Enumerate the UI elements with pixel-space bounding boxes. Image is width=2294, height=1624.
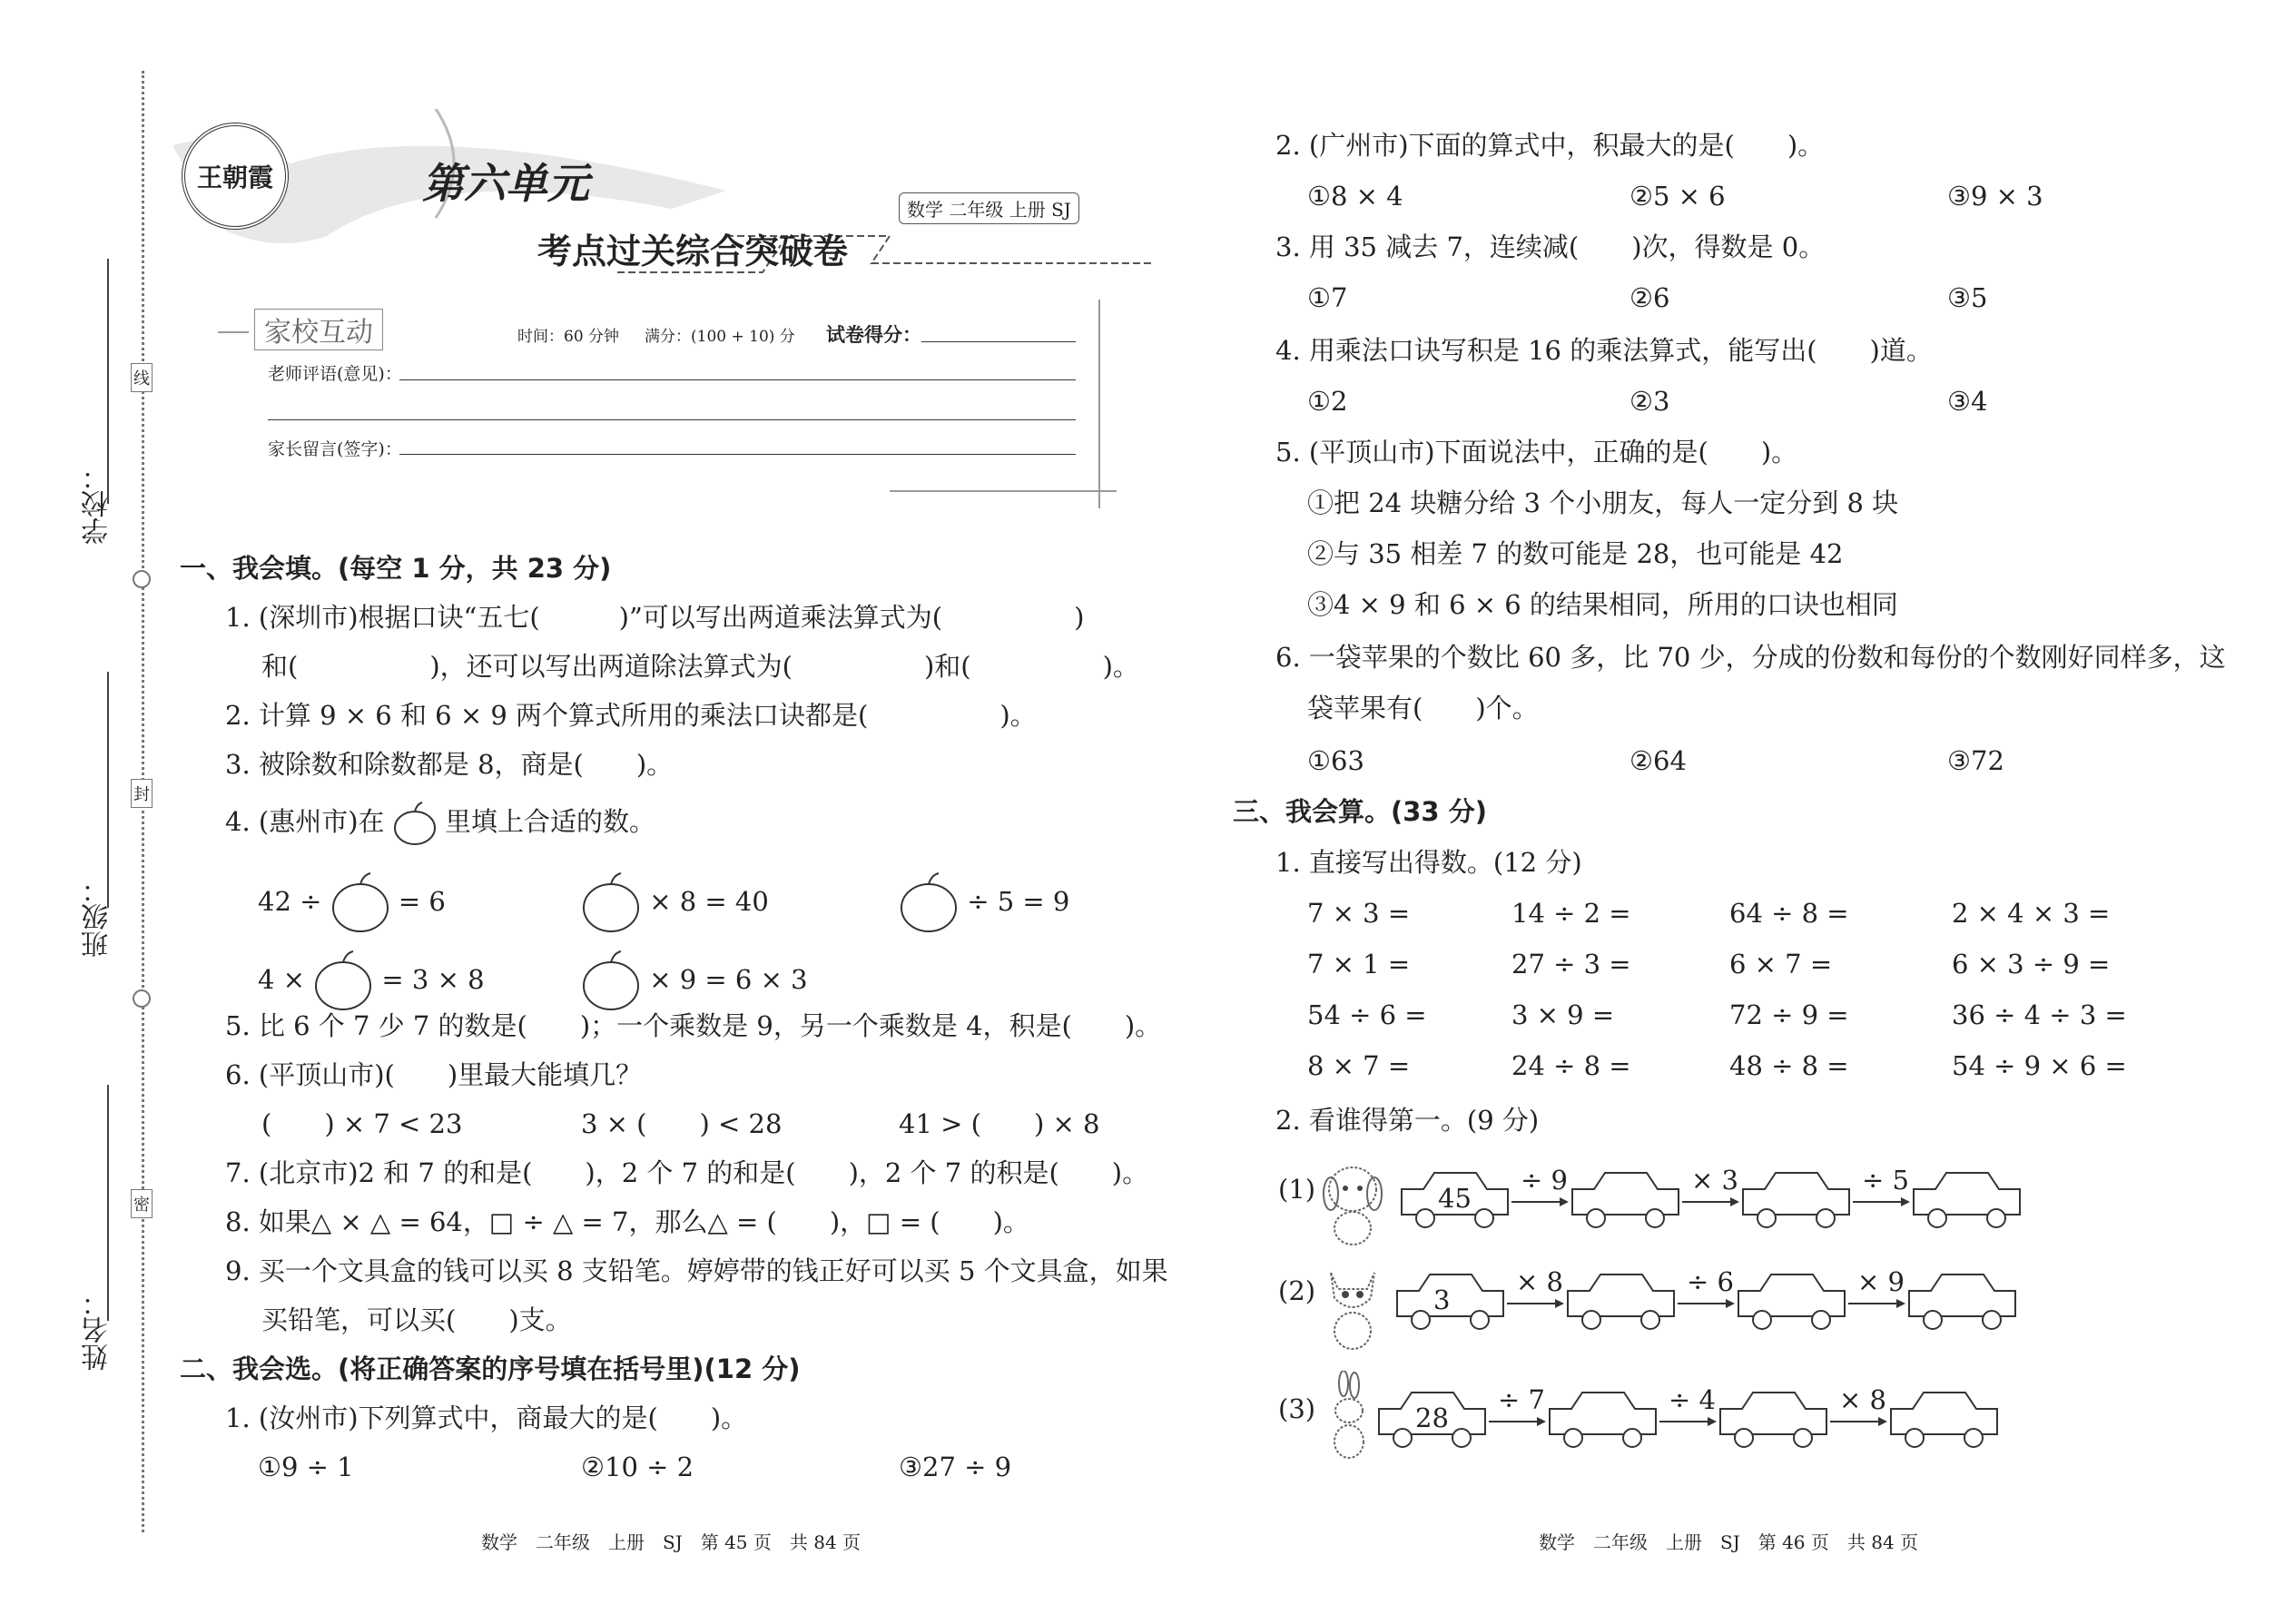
margin-ring-icon bbox=[133, 989, 151, 1008]
s1-question-2: 2. 计算 9 × 6 和 6 × 9 两个算式所用的乘法口诀都是( )。 bbox=[225, 700, 1037, 731]
class-label: 班级： bbox=[82, 876, 113, 958]
s1-question-4 bbox=[225, 801, 655, 846]
s2-q3-option-1[interactable]: ①7 bbox=[1307, 282, 1348, 313]
logo-text: 王朝霞 bbox=[196, 162, 273, 192]
answer-car[interactable] bbox=[1717, 1389, 1830, 1451]
s1-question-9a: 9. 买一个文具盒的钱可以买 8 支铅笔。婷婷带的钱正好可以买 5 个文具盒，如果 bbox=[225, 1255, 1168, 1286]
q4-eq4-left: 4 × bbox=[258, 964, 305, 995]
section1-title: 一、我会填。(每空 1 分，共 23 分) bbox=[180, 553, 612, 584]
header-frame-line bbox=[890, 490, 1117, 492]
puppy-icon bbox=[1316, 1157, 1389, 1248]
seal-mark-mi: 密 bbox=[131, 1189, 153, 1218]
q4-row2 bbox=[258, 950, 485, 1013]
s1-question-1b: 和( )，还可以写出两道除法算式为( )和( )。 bbox=[261, 651, 1139, 682]
q4-text-b: 里填上合适的数。 bbox=[444, 806, 655, 837]
s2-q3-option-2[interactable]: ②6 bbox=[1629, 282, 1670, 313]
q4-eq2: × 8 = 40 bbox=[649, 886, 769, 917]
answer-car[interactable] bbox=[1569, 1169, 1682, 1231]
s2-question-6b: 袋苹果有( )个。 bbox=[1307, 693, 1539, 723]
s1-question-3: 3. 被除数和除数都是 8，商是( )。 bbox=[225, 749, 674, 780]
arrow-icon bbox=[1678, 1298, 1735, 1309]
s2-question-2: 2. (广州市)下面的算式中，积最大的是( )。 bbox=[1275, 130, 1825, 161]
q4-text-a: 4. (惠州市)在 bbox=[225, 806, 385, 837]
s1-question-5: 5. 比 6 个 7 少 7 的数是( )；一个乘数是 9，另一个乘数是 4，积是( )。 bbox=[225, 1010, 1162, 1041]
calc-item[interactable]: 64 ÷ 8 = bbox=[1729, 898, 1849, 929]
s1-question-7: 7. (北京市)2 和 7 的和是( )，2 个 7 的和是( )，2 个 7 的积是( )。 bbox=[225, 1157, 1149, 1188]
calc-item[interactable]: 54 ÷ 9 × 6 = bbox=[1952, 1050, 2127, 1081]
s2-q6-option-1[interactable]: ①63 bbox=[1307, 745, 1364, 776]
operation-label: × 8 bbox=[1516, 1266, 1563, 1297]
parent-comment-label: 家长留言(签字)： bbox=[268, 439, 402, 459]
page-footer-left: 数学 二年级 上册 SJ 第 45 页 共 84 页 bbox=[481, 1531, 861, 1553]
s1-question-1a: 1. (深圳市)根据口诀“五七( )”可以写出两道乘法算式为( ) bbox=[225, 602, 1085, 633]
calc-item[interactable]: 24 ÷ 8 = bbox=[1511, 1050, 1631, 1081]
s2-q1-option-3[interactable]: ③27 ÷ 9 bbox=[899, 1452, 1012, 1482]
margin-ring-icon bbox=[133, 570, 151, 588]
s2-q4-option-3[interactable]: ③4 bbox=[1947, 386, 1988, 417]
apple-answer-box[interactable] bbox=[899, 871, 959, 935]
q4-row2-b bbox=[581, 950, 808, 1013]
arrow-icon bbox=[1848, 1298, 1905, 1309]
name-label: 姓名： bbox=[82, 1289, 113, 1371]
arrow-icon bbox=[1682, 1196, 1739, 1207]
s3-question-2: 2. 看谁得第一。(9 分) bbox=[1275, 1105, 1540, 1136]
calc-item[interactable]: 27 ÷ 3 = bbox=[1511, 949, 1631, 979]
teacher-comment-label: 老师评语(意见)： bbox=[268, 364, 402, 384]
start-number: 45 bbox=[1438, 1183, 1472, 1214]
header-frame-line bbox=[218, 331, 249, 333]
start-car bbox=[1393, 1271, 1507, 1333]
operation-label: × 3 bbox=[1691, 1165, 1738, 1196]
answer-car[interactable] bbox=[1887, 1389, 2001, 1451]
s1-question-8: 8. 如果△ × △ = 64，□ ÷ △ = 7，那么△ = ( )，□ = ( )。 bbox=[225, 1206, 1029, 1237]
apple-answer-box[interactable] bbox=[330, 871, 390, 935]
train-label: (1) bbox=[1278, 1174, 1316, 1205]
train-label: (2) bbox=[1278, 1275, 1316, 1306]
answer-car[interactable] bbox=[1905, 1271, 2019, 1333]
calc-item[interactable]: 36 ÷ 4 ÷ 3 = bbox=[1952, 999, 2127, 1030]
apple-answer-box[interactable] bbox=[313, 950, 373, 1013]
operation-label: × 9 bbox=[1857, 1266, 1905, 1297]
q4-eq1-left: 42 ÷ bbox=[258, 886, 322, 917]
class-underline bbox=[107, 672, 109, 908]
calc-item[interactable]: 8 × 7 = bbox=[1307, 1050, 1411, 1081]
operation-label: ÷ 4 bbox=[1669, 1384, 1716, 1415]
s2-q6-option-2[interactable]: ②64 bbox=[1629, 745, 1687, 776]
grade-badge: 数学 二年级 上册 SJ bbox=[899, 192, 1079, 224]
score-label: 试卷得分： bbox=[826, 323, 921, 346]
train-label: (3) bbox=[1278, 1393, 1316, 1424]
apple-answer-box[interactable] bbox=[581, 950, 641, 1013]
q4-row1-b bbox=[581, 871, 769, 935]
kitten-icon bbox=[1316, 1262, 1389, 1353]
teacher-comment-line2[interactable] bbox=[268, 419, 1076, 420]
s2-question-3: 3. 用 35 减去 7，连续减( )次，得数是 0。 bbox=[1275, 231, 1826, 262]
start-number: 3 bbox=[1433, 1284, 1451, 1315]
parent-comment-field[interactable] bbox=[399, 454, 1076, 455]
calc-item[interactable]: 6 × 3 ÷ 9 = bbox=[1952, 949, 2111, 979]
exam-subtitle: 考点过关综合突破卷 bbox=[537, 231, 849, 271]
calc-item[interactable]: 2 × 4 × 3 = bbox=[1952, 898, 2111, 929]
q6-option-a: ( ) × 7 < 23 bbox=[261, 1108, 463, 1139]
arrow-icon bbox=[1511, 1196, 1569, 1207]
apple-answer-box[interactable] bbox=[581, 871, 641, 935]
s2-question-6a: 6. 一袋苹果的个数比 60 多，比 70 少，分成的份数和每份的个数刚好同样多，这 bbox=[1275, 642, 2226, 673]
s2-q5-option-2[interactable]: ②与 35 相差 7 的数可能是 28，也可能是 42 bbox=[1307, 538, 1844, 569]
arrow-icon bbox=[1489, 1416, 1546, 1427]
bunny-icon bbox=[1316, 1371, 1380, 1462]
seal-mark-xian: 线 bbox=[131, 363, 153, 392]
calc-item[interactable]: 14 ÷ 2 = bbox=[1511, 898, 1631, 929]
s3-question-1: 1. 直接写出得数。(12 分) bbox=[1275, 847, 1582, 878]
s2-q2-option-1[interactable]: ①8 × 4 bbox=[1307, 181, 1403, 212]
unit-title: 第六单元 bbox=[422, 159, 589, 208]
answer-car[interactable] bbox=[1910, 1169, 2023, 1231]
apple-icon bbox=[393, 801, 437, 846]
q6-option-c: 41 > ( ) × 8 bbox=[899, 1108, 1100, 1139]
full-score-info: 满分：(100 + 10) 分 bbox=[645, 328, 795, 346]
s2-q3-option-3[interactable]: ③5 bbox=[1947, 282, 1988, 313]
s1-question-9b: 买铅笔，可以买( )支。 bbox=[261, 1304, 572, 1335]
q4-row1 bbox=[258, 871, 446, 935]
section3-title: 三、我会算。(33 分) bbox=[1233, 796, 1487, 827]
s2-q2-option-2[interactable]: ②5 × 6 bbox=[1629, 181, 1726, 212]
operation-label: × 8 bbox=[1839, 1384, 1886, 1415]
s2-q4-option-1[interactable]: ①2 bbox=[1307, 386, 1348, 417]
section2-title: 二、我会选。(将正确答案的序号填在括号里)(12 分) bbox=[180, 1353, 801, 1384]
answer-car[interactable] bbox=[1546, 1389, 1659, 1451]
s2-q6-option-3[interactable]: ③72 bbox=[1947, 745, 2004, 776]
q4-eq1-right: = 6 bbox=[398, 886, 446, 917]
arrow-icon bbox=[1853, 1196, 1910, 1207]
name-underline bbox=[107, 1085, 109, 1321]
s2-q5-option-1[interactable]: ①把 24 块糖分给 3 个小朋友，每人一定分到 8 块 bbox=[1307, 487, 1899, 518]
page-footer-right: 数学 二年级 上册 SJ 第 46 页 共 84 页 bbox=[1539, 1531, 1919, 1553]
s2-q1-option-1[interactable]: ①9 ÷ 1 bbox=[258, 1452, 354, 1482]
s2-q1-option-2[interactable]: ②10 ÷ 2 bbox=[581, 1452, 694, 1482]
family-label: 家校互动 bbox=[254, 309, 383, 350]
operation-label: ÷ 9 bbox=[1521, 1165, 1568, 1196]
calc-item[interactable]: 48 ÷ 8 = bbox=[1729, 1050, 1849, 1081]
arrow-icon bbox=[1507, 1298, 1564, 1309]
answer-car[interactable] bbox=[1739, 1169, 1853, 1231]
calc-item[interactable]: 7 × 3 = bbox=[1307, 898, 1411, 929]
score-field[interactable] bbox=[921, 341, 1076, 342]
seal-mark-feng: 封 bbox=[131, 779, 153, 808]
s2-question-4: 4. 用乘法口诀写积是 16 的乘法算式，能写出( )道。 bbox=[1275, 335, 1933, 366]
calc-item[interactable]: 6 × 7 = bbox=[1729, 949, 1833, 979]
s2-question-5: 5. (平顶山市)下面说法中，正确的是( )。 bbox=[1275, 437, 1798, 468]
s2-question-1: 1. (汝州市)下列算式中，商最大的是( )。 bbox=[225, 1403, 748, 1433]
s2-q2-option-3[interactable]: ③9 × 3 bbox=[1947, 181, 2043, 212]
operation-label: ÷ 6 bbox=[1687, 1266, 1734, 1297]
calc-item[interactable]: 3 × 9 = bbox=[1511, 999, 1615, 1030]
calc-item[interactable]: 72 ÷ 9 = bbox=[1729, 999, 1849, 1030]
arrow-icon bbox=[1659, 1416, 1717, 1427]
s2-q4-option-2[interactable]: ②3 bbox=[1629, 386, 1670, 417]
teacher-comment-field[interactable] bbox=[399, 379, 1076, 380]
q4-eq4-right: = 3 × 8 bbox=[381, 964, 485, 995]
answer-car[interactable] bbox=[1564, 1271, 1678, 1333]
q4-eq3: ÷ 5 = 9 bbox=[967, 886, 1070, 917]
answer-car[interactable] bbox=[1735, 1271, 1848, 1333]
q4-eq5: × 9 = 6 × 3 bbox=[649, 964, 808, 995]
calc-item[interactable]: 54 ÷ 6 = bbox=[1307, 999, 1427, 1030]
q4-row1-c bbox=[899, 871, 1069, 935]
start-number: 28 bbox=[1415, 1403, 1449, 1433]
s1-question-6: 6. (平顶山市)( )里最大能填几？ bbox=[225, 1059, 643, 1090]
calc-item[interactable]: 7 × 1 = bbox=[1307, 949, 1411, 979]
q6-option-b: 3 × ( ) < 28 bbox=[581, 1108, 783, 1139]
school-label: 学校： bbox=[82, 463, 113, 545]
s2-q5-option-3[interactable]: ③4 × 9 和 6 × 6 的结果相同，所用的口诀也相同 bbox=[1307, 589, 1898, 620]
operation-label: ÷ 5 bbox=[1862, 1165, 1909, 1196]
operation-label: ÷ 7 bbox=[1498, 1384, 1545, 1415]
logo-seal bbox=[182, 123, 289, 230]
header-frame-line bbox=[1098, 300, 1100, 508]
arrow-icon bbox=[1830, 1416, 1887, 1427]
time-info: 时间：60 分钟 bbox=[517, 328, 620, 346]
